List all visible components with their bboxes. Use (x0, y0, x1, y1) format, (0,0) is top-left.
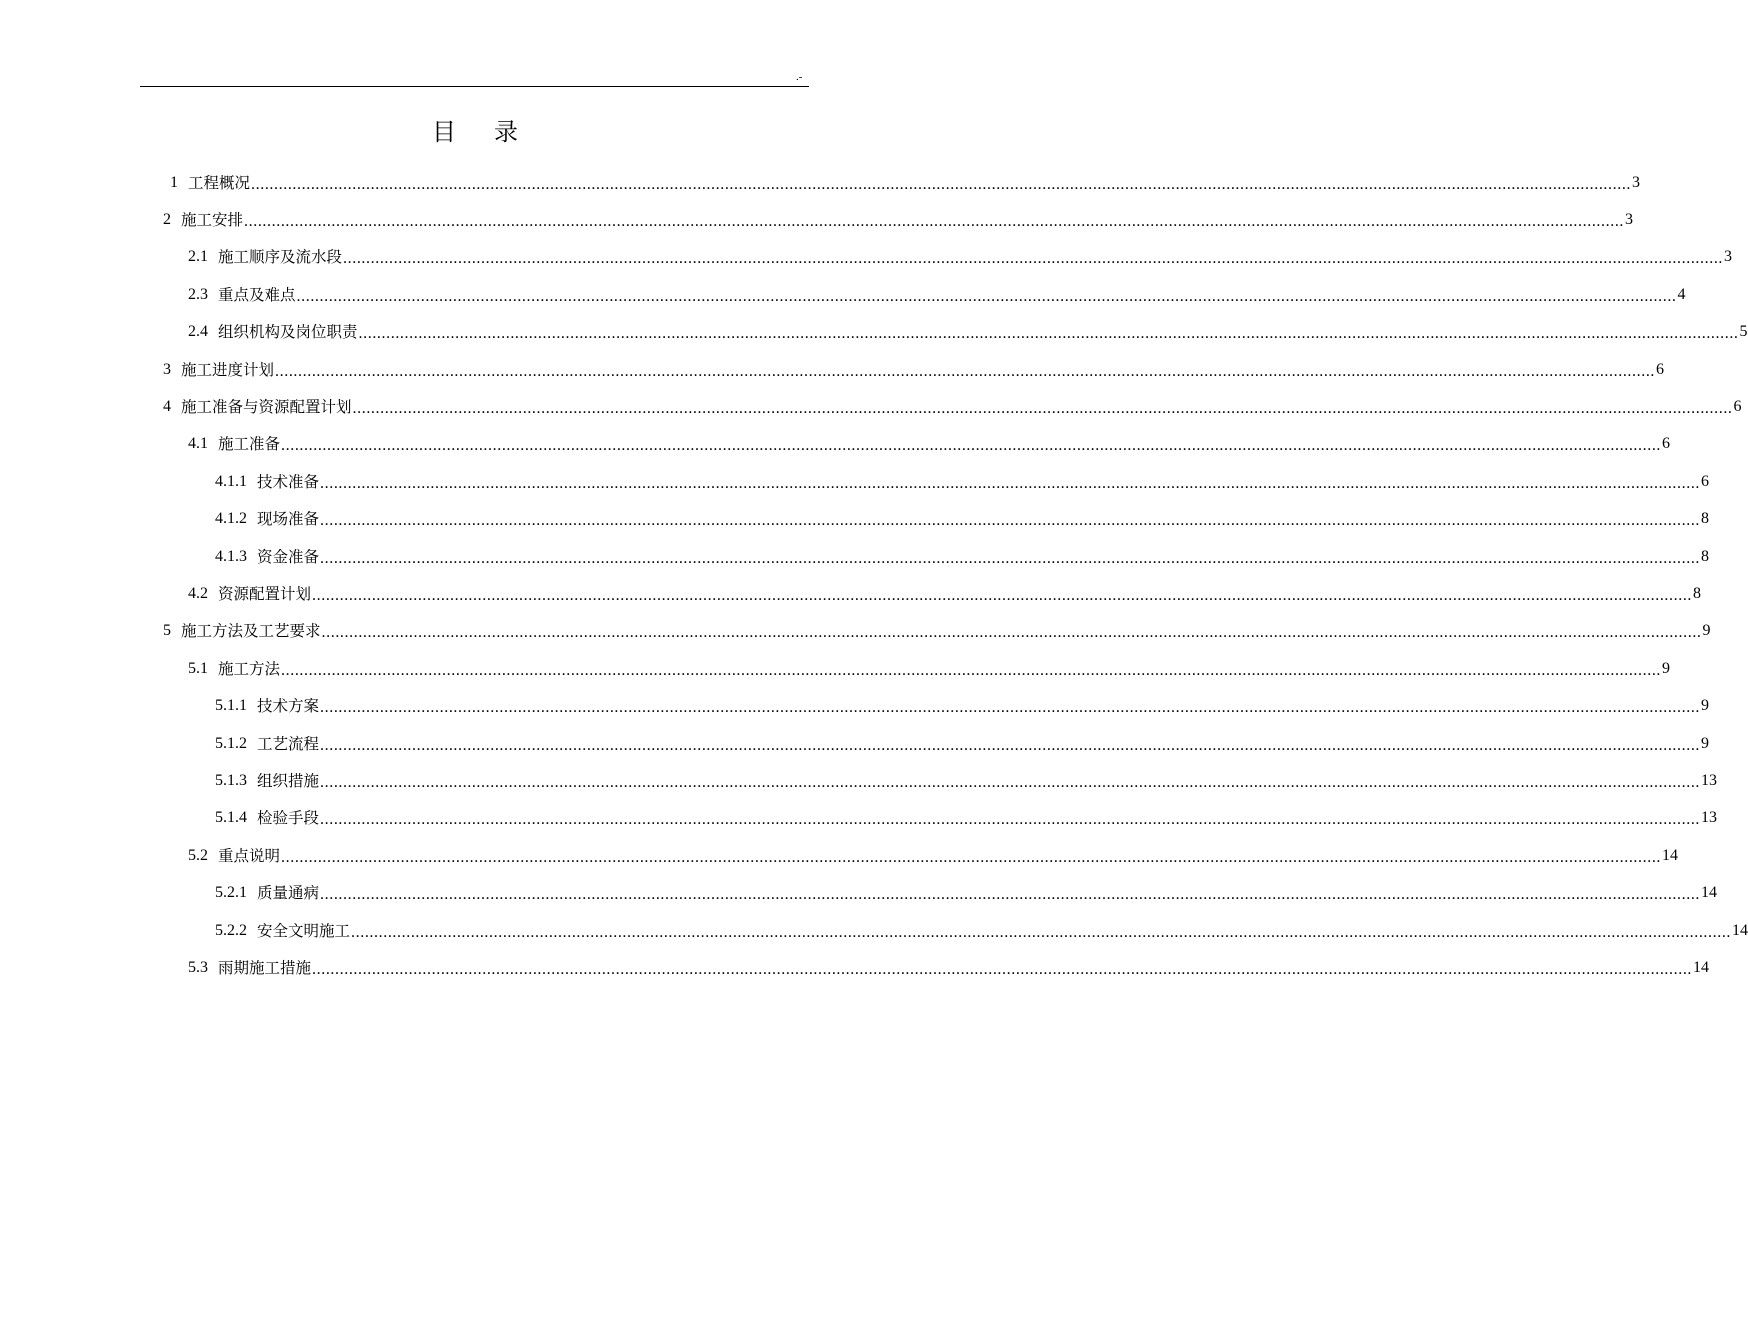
toc-entry-title: 施工进度计划 (181, 360, 275, 379)
toc-leader-dots: ............................................................................................................................................................................................................................................................................................................ (275, 362, 1656, 380)
toc-entry-number: 2.4 (188, 323, 208, 341)
toc-entry-title: 组织机构及岗位职责 (218, 323, 358, 342)
toc-entry-page: 9 (1702, 622, 1711, 640)
toc-entry[interactable] (215, 912, 1748, 949)
toc-entry-page: 8 (1693, 584, 1702, 602)
toc-entry-title: 检验手段 (257, 809, 320, 828)
toc-entry-number: 5.1.4 (215, 809, 247, 827)
page-title (0, 114, 950, 150)
toc-entry-title: 组织措施 (257, 771, 320, 790)
toc-entry[interactable] (163, 351, 1665, 388)
toc-entry[interactable] (163, 388, 1742, 425)
toc-entry[interactable] (170, 164, 1641, 201)
toc-entry-title: 工艺流程 (257, 734, 320, 753)
toc-entry-number: 5.2.1 (215, 884, 247, 902)
toc-leader-dots: ............................................................................................................................................................................................................................................................................................................ (320, 886, 1701, 904)
toc-entry-page: 4 (1677, 285, 1686, 303)
toc-leader-dots: ............................................................................................................................................................................................................................................................................................................ (321, 624, 1702, 642)
toc-entry-page: 9 (1701, 734, 1710, 752)
toc-entry-title: 施工准备与资源配置计划 (181, 397, 352, 416)
toc-entry[interactable] (215, 538, 1710, 575)
toc-entry[interactable] (215, 501, 1710, 538)
toc-entry[interactable] (215, 688, 1710, 725)
toc-entry-number: 3 (163, 360, 171, 378)
toc-entry-page: 5 (1739, 323, 1748, 341)
title-char-second: 录 (494, 118, 518, 146)
toc-entry[interactable] (188, 949, 1710, 986)
toc-entry-number: 2 (163, 210, 171, 228)
toc-entry-page: 3 (1724, 248, 1733, 266)
toc-entry[interactable] (163, 201, 1634, 238)
toc-entry-number: 5.2.2 (215, 921, 247, 939)
toc-entry-page: 8 (1701, 547, 1710, 565)
toc-leader-dots: ............................................................................................................................................................................................................................................................................................................ (281, 661, 1662, 679)
toc-leader-dots: ............................................................................................................................................................................................................................................................................................................ (320, 474, 1701, 492)
toc-leader-dots: ............................................................................................................................................................................................................................................................................................................ (320, 736, 1701, 754)
toc-entry-number: 4.1.1 (215, 472, 247, 490)
toc-entry-page: 3 (1625, 210, 1634, 228)
toc-entry-page: 9 (1662, 659, 1671, 677)
toc-entry-number: 1 (170, 173, 178, 191)
toc-entry-title: 雨期施工措施 (218, 958, 312, 977)
toc-entry-page: 9 (1701, 697, 1710, 715)
title-char-first: 目 (432, 118, 456, 146)
toc-entry-page: 13 (1701, 809, 1718, 827)
toc-entry-number: 5.2 (188, 846, 208, 864)
toc-leader-dots: ............................................................................................................................................................................................................................................................................................................ (320, 773, 1701, 791)
toc-entry[interactable] (188, 426, 1671, 463)
header-rule (140, 86, 809, 87)
toc-entry-page: 13 (1701, 771, 1718, 789)
toc-entry[interactable] (215, 725, 1710, 762)
toc-entry-page: 14 (1701, 884, 1718, 902)
toc-entry-page: 6 (1701, 472, 1710, 490)
toc-leader-dots: ............................................................................................................................................................................................................................................................................................................ (312, 960, 1693, 978)
toc-entry-title: 现场准备 (257, 510, 320, 529)
toc-entry-number: 5.1.1 (215, 697, 247, 715)
toc-entry-title: 工程概况 (188, 173, 251, 192)
toc-entry-number: 2.3 (188, 285, 208, 303)
toc-entry-title: 质量通病 (257, 884, 320, 903)
toc-leader-dots: ............................................................................................................................................................................................................................................................................................................ (358, 325, 1739, 343)
header-mark: .- (796, 71, 803, 83)
toc-leader-dots: ............................................................................................................................................................................................................................................................................................................ (312, 586, 1693, 604)
toc-entry-number: 5.3 (188, 958, 208, 976)
toc-entry[interactable] (188, 837, 1679, 874)
toc-leader-dots: ............................................................................................................................................................................................................................................................................................................ (281, 848, 1662, 866)
toc-entry[interactable] (188, 276, 1686, 313)
toc-entry[interactable] (163, 613, 1711, 650)
toc-entry[interactable] (188, 575, 1702, 612)
toc-entry[interactable] (188, 314, 1748, 351)
toc-entry-number: 4 (163, 397, 171, 415)
toc-entry-title: 安全文明施工 (257, 921, 351, 940)
toc-entry-page: 14 (1662, 846, 1679, 864)
toc-entry-page: 6 (1733, 397, 1742, 415)
toc-entry-page: 8 (1701, 510, 1710, 528)
toc-entry-title: 技术方案 (257, 697, 320, 716)
toc-entry-title: 资金准备 (257, 547, 320, 566)
toc-entry[interactable] (188, 650, 1671, 687)
toc-entry-number: 4.2 (188, 584, 208, 602)
toc-entry[interactable] (215, 463, 1710, 500)
toc-entry-title: 施工顺序及流水段 (218, 248, 343, 267)
toc-leader-dots: ............................................................................................................................................................................................................................................................................................................ (320, 512, 1701, 530)
toc-entry[interactable] (188, 239, 1733, 276)
toc-leader-dots: ............................................................................................................................................................................................................................................................................................................ (352, 399, 1733, 417)
toc-entry-page: 14 (1732, 921, 1748, 939)
toc-entry-title: 资源配置计划 (218, 584, 312, 603)
toc-entry[interactable] (215, 800, 1718, 837)
toc-entry-title: 施工准备 (218, 435, 281, 454)
toc-entry-title: 重点及难点 (218, 285, 296, 304)
toc-entry-title: 重点说明 (218, 846, 281, 865)
toc-entry[interactable] (215, 762, 1718, 799)
toc-entry-number: 4.1.3 (215, 547, 247, 565)
toc-leader-dots: ............................................................................................................................................................................................................................................................................................................ (320, 699, 1701, 717)
toc-leader-dots: ............................................................................................................................................................................................................................................................................................................ (251, 175, 1632, 193)
toc-entry-title: 施工方法 (218, 659, 281, 678)
toc-entry-page: 14 (1693, 958, 1710, 976)
toc-leader-dots: ............................................................................................................................................................................................................................................................................................................ (281, 437, 1662, 455)
toc-entry-title: 施工安排 (181, 210, 244, 229)
toc-entry-number: 5 (163, 622, 171, 640)
toc-entry-title: 施工方法及工艺要求 (181, 622, 321, 641)
toc-entry-number: 4.1.2 (215, 510, 247, 528)
toc-entry-number: 5.1 (188, 659, 208, 677)
toc-entry-number: 5.1.3 (215, 771, 247, 789)
toc-leader-dots: ............................................................................................................................................................................................................................................................................................................ (343, 250, 1724, 268)
toc-leader-dots: ............................................................................................................................................................................................................................................................................................................ (320, 811, 1701, 829)
toc-entry-number: 5.1.2 (215, 734, 247, 752)
toc-entry-number: 2.1 (188, 248, 208, 266)
toc-entry-page: 3 (1632, 173, 1641, 191)
toc-entry[interactable] (215, 875, 1718, 912)
toc-entry-number: 4.1 (188, 435, 208, 453)
toc-entry-page: 6 (1662, 435, 1671, 453)
toc-leader-dots: ............................................................................................................................................................................................................................................................................................................ (320, 549, 1701, 567)
toc-leader-dots: ............................................................................................................................................................................................................................................................................................................ (296, 287, 1677, 305)
toc-leader-dots: ............................................................................................................................................................................................................................................................................................................ (351, 923, 1732, 941)
toc-leader-dots: ............................................................................................................................................................................................................................................................................................................ (244, 212, 1625, 230)
toc-entry-title: 技术准备 (257, 472, 320, 491)
toc-entry-page: 6 (1656, 360, 1665, 378)
